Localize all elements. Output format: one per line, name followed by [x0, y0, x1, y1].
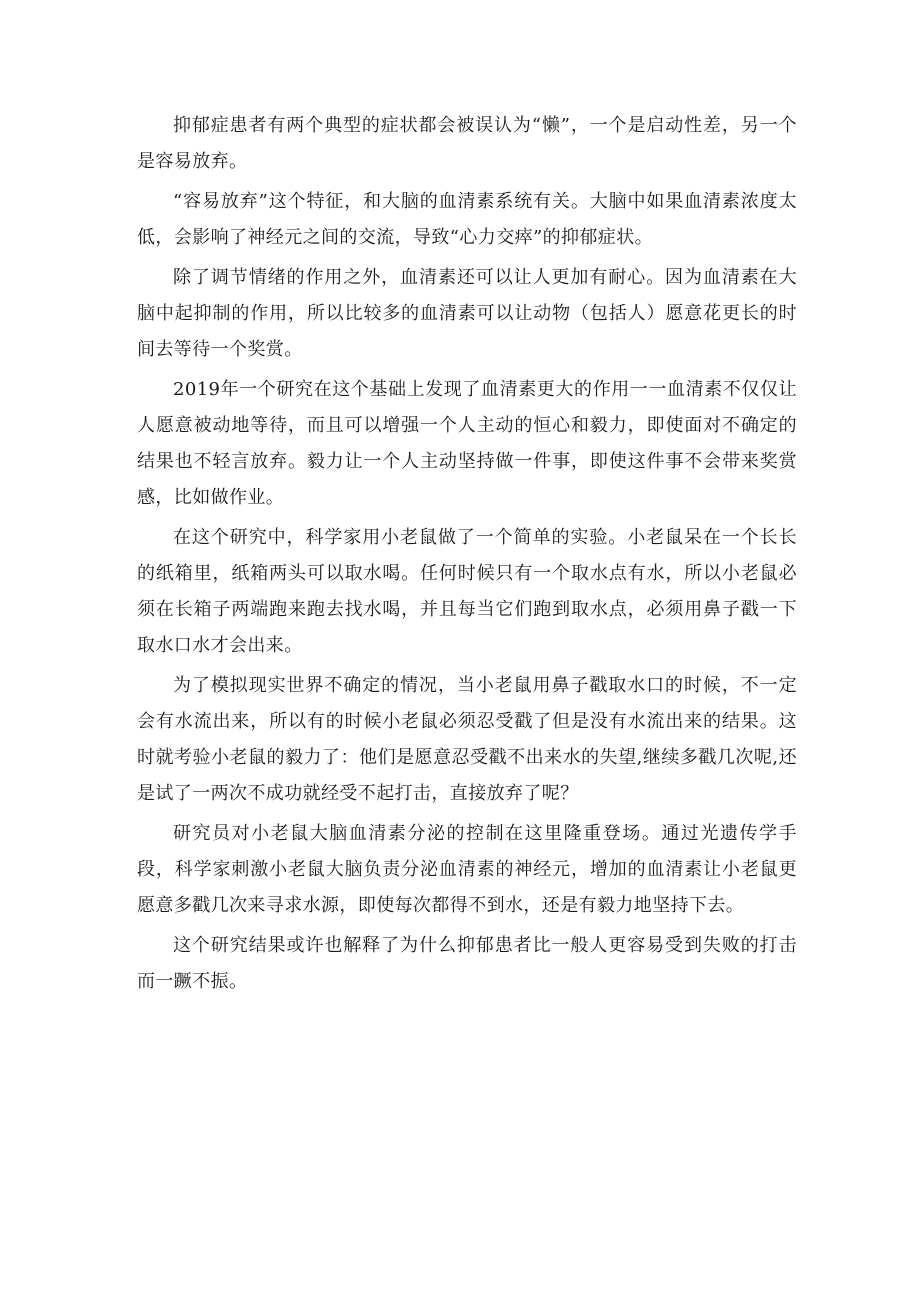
paragraph-8: 这个研究结果或许也解释了为什么抑郁患者比一般人更容易受到失败的打击而一蹶不振。 [137, 935, 797, 992]
paragraph-5: 在这个研究中，科学家用小老鼠做了一个简单的实验。小老鼠呆在一个长长的纸箱里，纸箱两头可以取水喝。任何时候只有一个取水点有水，所以小老鼠必须在长箱子两端跑来跑去找水喝，并且每当它们跑到取水点，必须用鼻子戳一下取水口水才会出来。 [137, 527, 797, 656]
paragraph-1: 抑郁症患者有两个典型的症状都会被误认为“懒”，一个是启动性差，另一个是容易放弃。 [137, 115, 797, 172]
paragraph-6: 为了模拟现实世界不确定的情况，当小老鼠用鼻子戳取水口的时候，不一定会有水流出来，所以有的时候小老鼠必须忍受戳了但是没有水流出来的结果。这时就考验小老鼠的毅力了：他们是愿意忍受戳不出来水的失望,继续多戳几次呢,还是试了一两次不成功就经受不起打击，直接放弃了呢？ [137, 675, 797, 804]
paragraph-3: 除了调节情绪的作用之外，血清素还可以让人更加有耐心。因为血清素在大脑中起抑制的作用，所以比较多的血清素可以让动物（包括人）愿意花更长的时间去等待一个奖赏。 [137, 267, 797, 360]
document-body [137, 108, 797, 1004]
paragraph-2: “容易放弃”这个特征，和大脑的血清素系统有关。大脑中如果血清素浓度太低，会影响了神经元之间的交流，导致“心力交瘁”的抑郁症状。 [137, 191, 797, 248]
paragraph-7: 研究员对小老鼠大脑血清素分泌的控制在这里隆重登场。通过光遗传学手段，科学家刺激小老鼠大脑负责分泌血清素的神经元，增加的血清素让小老鼠更愿意多戳几次来寻求水源，即使每次都得不到水，还是有毅力地坚持下去。 [137, 823, 797, 916]
paragraph-4: 2019年一个研究在这个基础上发现了血清素更大的作用一一血清素不仅仅让人愿意被动地等待，而且可以增强一个人主动的恒心和毅力，即使面对不确定的结果也不轻言放弃。毅力让一个人主动坚持做一件事，即使这件事不会带来奖赏感，比如做作业。 [137, 379, 797, 508]
